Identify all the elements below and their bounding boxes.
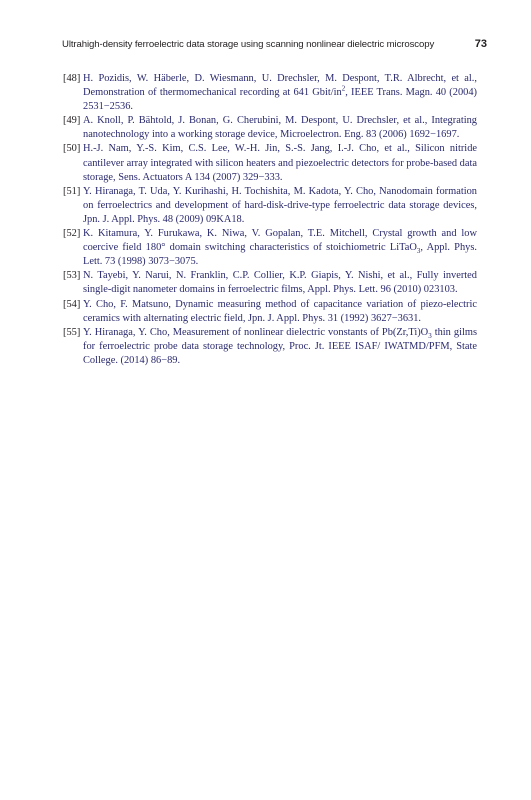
reference-number: [54] <box>63 298 81 310</box>
subscript: 3 <box>428 331 432 340</box>
reference-53 <box>43 269 477 297</box>
reference-number: [52] <box>63 228 81 240</box>
reference-text[interactable]: K. Kitamura, Y. Furukawa, K. Niwa, V. Gopalan, T.E. Mitchell, Crystal growth and low coercive field 180° domain switching characteristics of stoichiometric LiTaO$_3$, Appl. Phys. Lett. 73 (1998) 3073−3075. <box>83 228 477 268</box>
reference-text[interactable]: H. Pozidis, W. Häberle, D. Wiesmann, U. Drechsler, M. Despont, T.R. Albrecht, et al., Demonstration of thermomechanical recording at 641 Gbit/$in^2$, IEEE Trans. Magn. 40 (2004) 2531−2536. <box>83 73 477 113</box>
page-header <box>62 38 487 54</box>
reference-50 <box>43 142 477 184</box>
reference-list <box>43 72 477 368</box>
superscript: 2 <box>341 84 346 93</box>
reference-text[interactable]: A. Knoll, P. Bähtold, J. Bonan, G. Cherubini, M. Despont, U. Drechsler, et al., Integrating nanotechnology into a working storage device, Microelectron. Eng. 83 (2006) 1692−1697. <box>83 115 477 141</box>
reference-text[interactable]: Y. Hiranaga, Y. Cho, Measurement of nonlinear dielectric vonstants of $Pb(Zr,Ti)O_3$ thin gilms for ferroelectric probe data storage technology, Proc. Jt. IEEE ISAF/ IWATMD/PFM, State College. (2014) 86−89. <box>83 326 477 366</box>
reference-text[interactable]: Y. Hiranaga, T. Uda, Y. Kurihashi, H. Tochishita, M. Kadota, Y. Cho, Nanodomain formation on ferroelectrics and development of hard-disk-drive-type ferroelectric data storage devices, Jpn. J. Appl. Phys. 48 (2009) 09KA18. <box>83 185 477 225</box>
reference-number: [55] <box>63 326 81 338</box>
reference-number: [50] <box>63 143 81 155</box>
reference-text[interactable]: Y. Cho, F. Matsuno, Dynamic measuring method of capacitance variation of piezo-electric ceramics with alternating electric field, Jpn. J. Appl. Phys. 31 (1992) 3627−3631. <box>83 298 477 324</box>
reference-49 <box>43 114 477 142</box>
running-title: Ultrahigh-density ferroelectric data storage using scanning nonlinear dielectric microscopy <box>62 39 435 50</box>
reference-number: [49] <box>63 115 81 127</box>
reference-number: [51] <box>63 185 81 197</box>
reference-number: [48] <box>63 73 81 84</box>
page-number: 73 <box>474 38 487 50</box>
reference-52 <box>43 227 477 269</box>
reference-54 <box>43 298 477 326</box>
reference-55 <box>43 326 477 368</box>
reference-text[interactable]: N. Tayebi, Y. Narui, N. Franklin, C.P. Collier, K.P. Giapis, Y. Nishi, et al., Fully inverted single-digit nanometer domains in ferroelectric films, Appl. Phys. Lett. 96 (2010) 023103. <box>83 270 477 296</box>
reference-text[interactable]: H.-J. Nam, Y.-S. Kim, C.S. Lee, W.-H. Jin, S.-S. Jang, I.-J. Cho, et al., Silicon nitride cantilever array integrated with silicon heaters and piezoelectric detectors for probe-based data storage, Sens. Actuators A 134 (2007) 329−333. <box>83 143 477 183</box>
subscript: 3 <box>416 247 421 256</box>
reference-48 <box>43 72 477 114</box>
reference-number: [53] <box>63 270 81 282</box>
reference-51 <box>43 185 477 227</box>
